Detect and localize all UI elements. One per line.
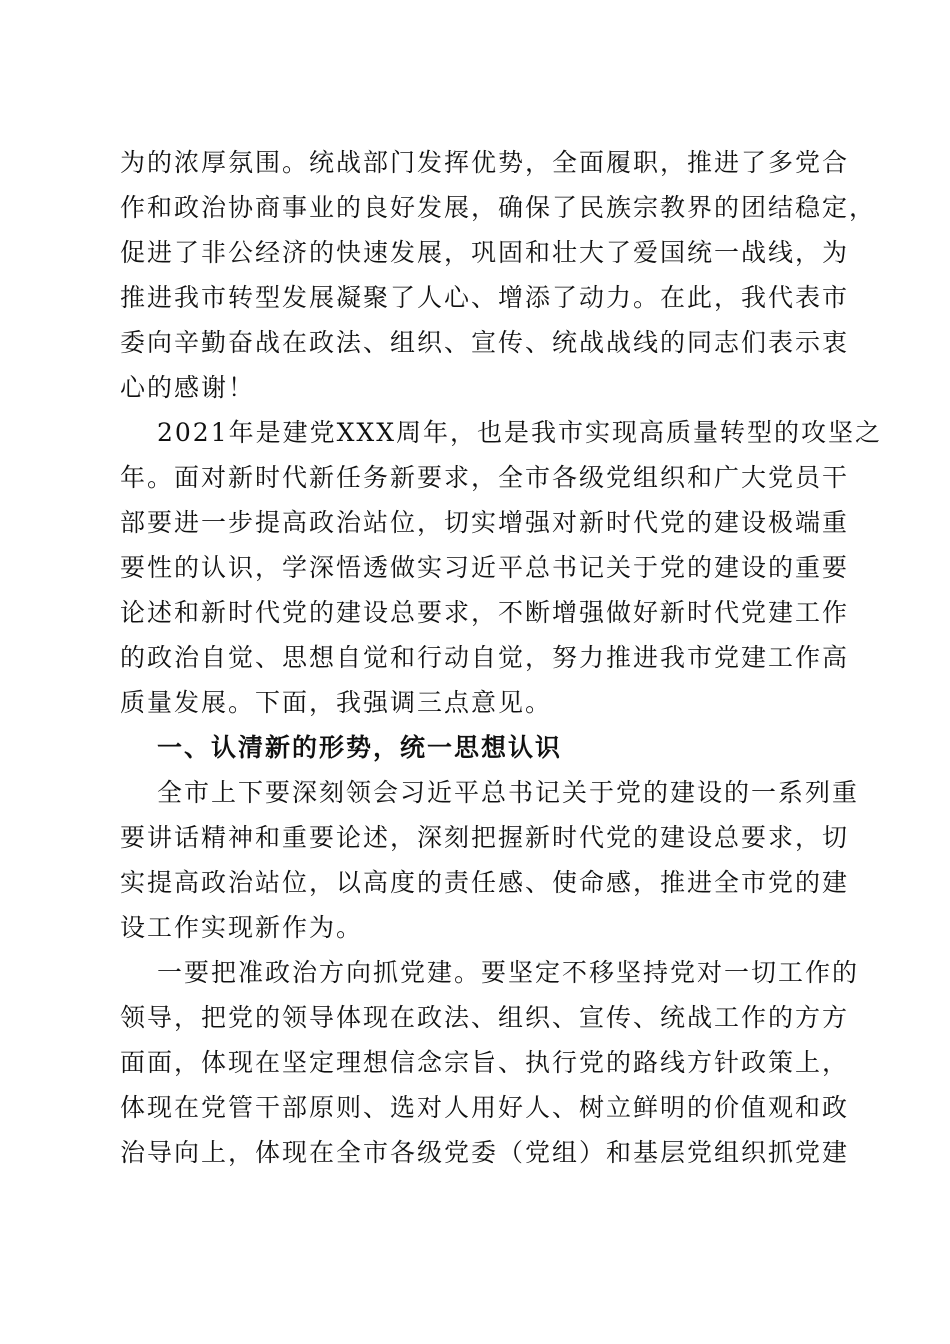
paragraph-3-line-2: 要讲话精神和重要论述，深刻把握新时代党的建设总要求，切	[120, 823, 850, 852]
paragraph-2-line-4: 要性的认识，学深悟透做实习近平总书记关于党的建设的重要	[120, 553, 850, 582]
paragraph-2-line-5: 论述和新时代党的建设总要求，不断增强做好新时代党建工作	[120, 598, 850, 627]
paragraph-1-line-6: 心的感谢！	[120, 373, 256, 402]
paragraph-2-line-3: 部要进一步提高政治站位，切实增强对新时代党的建设极端重	[120, 508, 850, 537]
paragraph-1-line-5: 委向辛勤奋战在政法、组织、宣传、统战战线的同志们表示衷	[120, 328, 850, 357]
paragraph-4-line-3: 面面，体现在坚定理想信念宗旨、执行党的路线方针政策上，	[120, 1048, 850, 1077]
section-heading: 一、认清新的形势，统一思想认识	[157, 733, 563, 762]
paragraph-1-line-4: 推进我市转型发展凝聚了人心、增添了动力。在此，我代表市	[120, 283, 850, 312]
paragraph-3-line-3: 实提高政治站位，以高度的责任感、使命感，推进全市党的建	[120, 868, 850, 897]
paragraph-2-line-6: 的政治自觉、思想自觉和行动自觉，努力推进我市党建工作高	[120, 643, 850, 672]
paragraph-1-line-1: 为的浓厚氛围。统战部门发挥优势，全面履职，推进了多党合	[120, 148, 850, 177]
paragraph-4-line-5: 治导向上，体现在全市各级党委（党组）和基层党组织抓党建	[120, 1138, 850, 1167]
paragraph-1-line-2: 作和政治协商事业的良好发展，确保了民族宗教界的团结稳定，	[120, 193, 877, 222]
paragraph-3-line-4: 设工作实现新作为。	[120, 913, 364, 942]
document-body	[120, 0, 883, 1344]
paragraph-3-line-1: 全市上下要深刻领会习近平总书记关于党的建设的一系列重	[157, 778, 860, 807]
paragraph-2-line-7: 质量发展。下面，我强调三点意见。	[120, 688, 553, 717]
paragraph-2-line-1: 2021年是建党XXX周年，也是我市实现高质量转型的攻坚之	[157, 418, 883, 447]
paragraph-1-line-3: 促进了非公经济的快速发展，巩固和壮大了爱国统一战线，为	[120, 238, 850, 267]
paragraph-4-line-4: 体现在党管干部原则、选对人用好人、树立鲜明的价值观和政	[120, 1093, 850, 1122]
paragraph-2-line-2: 年。面对新时代新任务新要求，全市各级党组织和广大党员干	[120, 463, 850, 492]
paragraph-4-line-1: 一要把准政治方向抓党建。要坚定不移坚持党对一切工作的	[157, 958, 860, 987]
paragraph-4-line-2: 领导，把党的领导体现在政法、组织、宣传、统战工作的方方	[120, 1003, 850, 1032]
